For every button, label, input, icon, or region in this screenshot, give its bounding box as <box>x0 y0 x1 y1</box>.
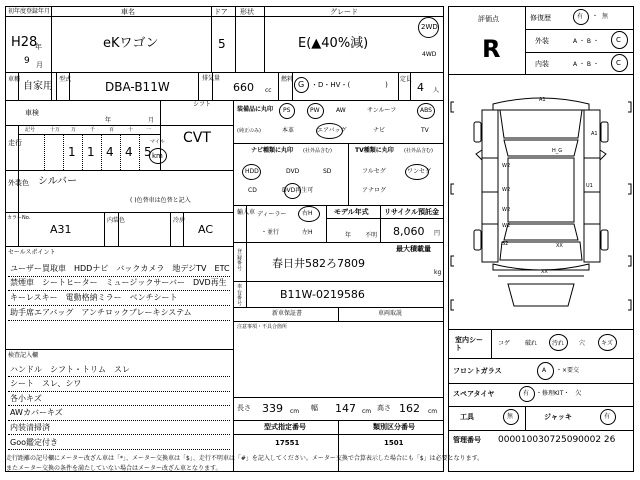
inspector-note-item: Goo鑑定付き <box>10 438 58 447</box>
inspector-note-item: シート スレ、シワ <box>10 379 82 388</box>
damage-a1-right: A1 <box>591 131 598 137</box>
shape-label: 形状 <box>240 8 254 16</box>
left-door-lines <box>482 158 498 224</box>
interior-color-label: 内装色 <box>107 217 126 224</box>
inspector-note-item: AWカバーキズ <box>10 408 63 417</box>
tv-oneseg: ワンセグ <box>407 168 432 175</box>
odometer-label: 走行 <box>8 139 22 147</box>
sales-point-label: セールスポイント <box>8 249 56 256</box>
height-label: 高さ <box>377 404 391 412</box>
length-label: 長さ <box>237 404 251 412</box>
caution-label: 注意事項・不具合箇所 <box>237 324 288 330</box>
width-value: 147 <box>335 402 356 415</box>
bracket-shape <box>451 102 454 112</box>
width-unit: cm <box>362 408 372 415</box>
navi-dvd: DVD <box>286 168 300 175</box>
interior-label: 内装 <box>535 60 549 68</box>
color-no-label: カラーNo. <box>7 215 31 221</box>
odo-unit-3: 百 <box>109 127 115 133</box>
fuel-label: 燃料 <box>281 76 294 83</box>
km-unit: km <box>152 152 163 160</box>
odo-digit: 5 <box>144 145 152 159</box>
plate-value: 春日井582ろ7809 <box>272 257 365 270</box>
warranty-label: 新車保証書 <box>272 310 303 317</box>
width-label: 幅 <box>311 404 318 412</box>
repair-yes: 有 <box>577 13 584 20</box>
odo-digit: 1 <box>87 145 95 159</box>
damage-w2-b: W2 <box>502 187 511 193</box>
color-value: シルバー <box>38 176 78 187</box>
eval-score: R <box>482 35 501 63</box>
wheel-shape <box>601 230 608 250</box>
inspection-month-unit: 月 <box>148 117 155 124</box>
color-note: ( )色替車は色替と記入 <box>130 197 191 204</box>
year-unit: 年 <box>35 43 42 51</box>
color-label: 外装色 <box>8 179 29 187</box>
exterior-value: C <box>616 36 621 44</box>
glass-a: A <box>542 367 547 374</box>
seat-label: 室内シート <box>455 336 483 353</box>
model-year-unit: 年 <box>345 232 352 239</box>
plate-label: 登録番号 <box>237 249 243 272</box>
seat-item: キズ <box>601 340 613 347</box>
bracket-shape <box>628 184 631 194</box>
vehicle-type-label: 車種 <box>8 76 21 83</box>
seat-item: 汚れ <box>552 340 565 347</box>
odo-digit: 1 <box>68 145 76 159</box>
form-label: 型式 <box>59 76 72 83</box>
capacity-unit: 人 <box>433 87 440 94</box>
chassis-label: 車台番号 <box>237 284 243 307</box>
equip-pw: PW <box>310 107 320 114</box>
glass-label: フロントガラス <box>453 367 502 375</box>
bracket-shape <box>451 256 454 266</box>
navi-type-label: ナビ種類に丸印 <box>251 147 294 154</box>
navi-dvd-play: DVD再生可 <box>282 187 314 194</box>
damage-s2: S2 <box>502 241 509 247</box>
import-label: 輸入車 <box>237 209 256 216</box>
bracket-shape <box>628 256 631 266</box>
odo-unit-2: 千 <box>90 127 96 133</box>
height-value: 162 <box>399 402 420 415</box>
model-spec-label: 型式指定番号 <box>264 423 306 431</box>
model-name: eKワゴン <box>103 36 159 51</box>
exterior-label: 外装 <box>535 37 549 45</box>
spare-options: ・修理KIT・ 欠 <box>536 390 582 397</box>
max-load-label: 最大積載量 <box>396 245 431 253</box>
import-dealer: ディーラー <box>257 211 287 218</box>
car-diagram-svg <box>448 74 634 330</box>
displacement-value: 660 <box>233 81 254 94</box>
footer-note-2: またメーター交換の条件を満たしていない場合はメーター改ざん車となります。 <box>6 465 222 472</box>
damage-diagram <box>448 74 634 330</box>
bracket-shape <box>628 300 631 310</box>
equip-navi: ナビ <box>373 127 386 134</box>
equip-sunroof: サンルーフ <box>367 107 397 114</box>
equip-abs: ABS <box>420 107 432 114</box>
mirror-shape <box>476 150 482 160</box>
damage-xx-b: XX <box>541 269 548 275</box>
navi-cd: CD <box>248 187 257 194</box>
recycle-unit: 円 <box>434 230 441 237</box>
equip-leather: 本革 <box>282 127 295 134</box>
equipment-label: 装備品に丸印 <box>237 106 274 113</box>
drive-4wd: 4WD <box>422 51 437 58</box>
left-side-shape <box>482 110 498 262</box>
seat-item: 破れ <box>525 340 538 347</box>
wheel-shape <box>474 122 481 142</box>
displacement-unit: cc <box>265 87 272 94</box>
recycle-label: リサイクル預託金 <box>384 208 440 216</box>
mgmt-label: 管理番号 <box>453 436 481 444</box>
odo-unit-5: 一 <box>146 127 152 133</box>
damage-u1: U1 <box>586 183 593 189</box>
equipment-label-sub: (純正のみ) <box>237 128 261 134</box>
height-unit: cm <box>428 408 438 415</box>
vehicle-usage: 自家用 <box>23 81 53 92</box>
seat-item: コゲ <box>498 340 511 347</box>
inspector-note-item: 内装清掃済 <box>10 423 50 432</box>
right-hand: 右H <box>302 210 313 217</box>
tools-label: 工具 <box>460 413 474 421</box>
seat-item: 穴 <box>579 340 586 347</box>
repair-label: 修復歴 <box>530 14 551 22</box>
glass-options: ・×要交 <box>556 367 580 374</box>
class-no-value: 1501 <box>384 439 404 447</box>
inspector-note-item: 各小キズ <box>10 394 42 403</box>
grade-value: E(▲40%減) <box>298 36 369 51</box>
navi-hdd: HDD <box>245 168 259 175</box>
hood-shape <box>500 110 582 138</box>
model-spec-value: 17551 <box>275 439 300 447</box>
inspector-note-item: ハンドル シフト・トリム スレ <box>10 365 130 374</box>
first-reg-month: 9 <box>24 56 30 66</box>
length-value: 339 <box>262 402 283 415</box>
shift-label: シフト <box>193 101 212 108</box>
first-reg-year: H28 <box>11 35 38 50</box>
tv-fullseg: フルセグ <box>362 168 386 175</box>
windshield-shape <box>504 140 578 156</box>
shift-value: CVT <box>183 130 211 146</box>
mgmt-number: 000010030725090002 26 <box>498 435 616 445</box>
ac-label: 冷房 <box>173 217 186 224</box>
sales-point-item: キーレスキー 電動格納ミラー ベンチシート <box>10 293 178 302</box>
max-load-unit: kg <box>434 269 442 276</box>
interior-value: C <box>616 59 621 67</box>
damage-xx-a: XX <box>556 243 563 249</box>
footer-note-1: 走行距離の記号欄にメーター改ざん車は「*」、メーター交換車は「$」、走行不明車は「#」を記入してください。メーター交換で合算表示した場合にも「$」は必要となります。 <box>6 455 484 462</box>
length-unit: cm <box>290 408 300 415</box>
wheel-shape <box>474 230 481 250</box>
odo-unit-4: 十 <box>128 127 134 133</box>
class-no-label: 類別区分番号 <box>373 423 415 431</box>
jack-label: ジャッキ <box>544 413 572 421</box>
damage-w2-d: W2 <box>502 223 511 229</box>
damage-w2-c: W2 <box>502 207 511 213</box>
interior-grades: A ・ B ・ <box>573 61 599 68</box>
left-hand: 左H <box>302 229 313 236</box>
back-door-shape <box>500 242 582 260</box>
doors-value: 5 <box>218 37 226 51</box>
fuel-g: G <box>298 80 305 89</box>
model-year-label: モデル年式 <box>334 208 369 216</box>
chassis-value: B11W-0219586 <box>280 288 365 301</box>
spare-label: スペアタイヤ <box>453 390 495 398</box>
mirror-shape <box>600 150 606 160</box>
spare-yes: 有 <box>523 390 530 397</box>
equip-airbag: エアバッグ <box>317 127 347 134</box>
recycle-value: 8,060 <box>393 225 425 238</box>
damage-w2-a: W2 <box>502 163 511 169</box>
equip-aw: AW <box>336 107 346 114</box>
capacity-label: 定員 <box>400 76 413 83</box>
model-year-unknown: 不明 <box>365 232 378 239</box>
bracket-shape <box>628 102 631 112</box>
odo-digit: 4 <box>125 145 133 159</box>
tv-type-label-sub: (社外品含む) <box>404 148 433 154</box>
exterior-grades: A ・ B ・ <box>573 38 599 45</box>
inspection-label: 車検 <box>25 109 39 117</box>
tv-analog: アナログ <box>362 187 387 194</box>
drive-2wd: 2WD <box>421 23 438 31</box>
model-name-label: 車名 <box>121 8 135 16</box>
eval-label: 評価点 <box>478 15 499 23</box>
inspection-year-unit: 年 <box>105 117 112 124</box>
wheel-shape <box>601 122 608 142</box>
ac-value: AC <box>198 223 214 236</box>
right-door-lines <box>584 158 600 224</box>
manual-label: 車両取説 <box>378 310 403 317</box>
equip-ps: PS <box>283 107 291 114</box>
fuel-options: ・D・HV・( ) <box>311 81 388 89</box>
inspector-note-label: 検査記入欄 <box>8 352 39 359</box>
displacement-label: 排気量 <box>202 75 221 82</box>
odo-digit-label: 記号 <box>25 127 36 133</box>
equip-tv: TV <box>421 127 429 134</box>
tools-value: 無 <box>507 413 514 420</box>
grade-label: グレード <box>330 8 358 16</box>
odo-unit-1: 万 <box>71 127 77 133</box>
odo-unit-0: 十万 <box>50 127 61 133</box>
rear-glass-shape <box>504 224 578 240</box>
mile-label: マイル <box>150 139 165 145</box>
damage-a1-front: A1 <box>539 97 546 103</box>
odo-digit: 4 <box>106 145 114 159</box>
capacity-value: 4 <box>417 81 424 94</box>
underside-shape <box>508 284 574 306</box>
jack-value: 有 <box>604 413 611 420</box>
repair-sep: ・ <box>592 13 599 20</box>
sales-point-item: ユーザー買取車 HDDナビ バックカメラ 地デジTV ETC <box>10 264 230 273</box>
month-unit: 月 <box>36 61 43 69</box>
bracket-shape <box>451 300 454 310</box>
navi-sd: SD <box>323 168 332 175</box>
roof-shape <box>508 158 574 222</box>
repair-no: 無 <box>602 13 609 20</box>
damage-hg: H_G <box>552 148 563 154</box>
doors-label: ドア <box>214 8 228 16</box>
navi-type-label-sub: (社外品含む) <box>303 148 332 154</box>
sales-point-item: 禁煙車 シートヒーター ミュージックサーバー DVD再生 <box>10 278 227 287</box>
model-code: DBA-B11W <box>105 80 170 94</box>
sales-point-item: 助手席エアバッグ アンチロックブレーキシステム <box>10 308 192 317</box>
color-no-value: A31 <box>50 223 72 236</box>
first-reg-label: 初年度登録年月 <box>8 8 51 15</box>
tv-type-label: TV種類に丸印 <box>355 147 394 154</box>
bracket-shape <box>451 184 454 194</box>
import-parallel: ・並行 <box>261 229 280 236</box>
